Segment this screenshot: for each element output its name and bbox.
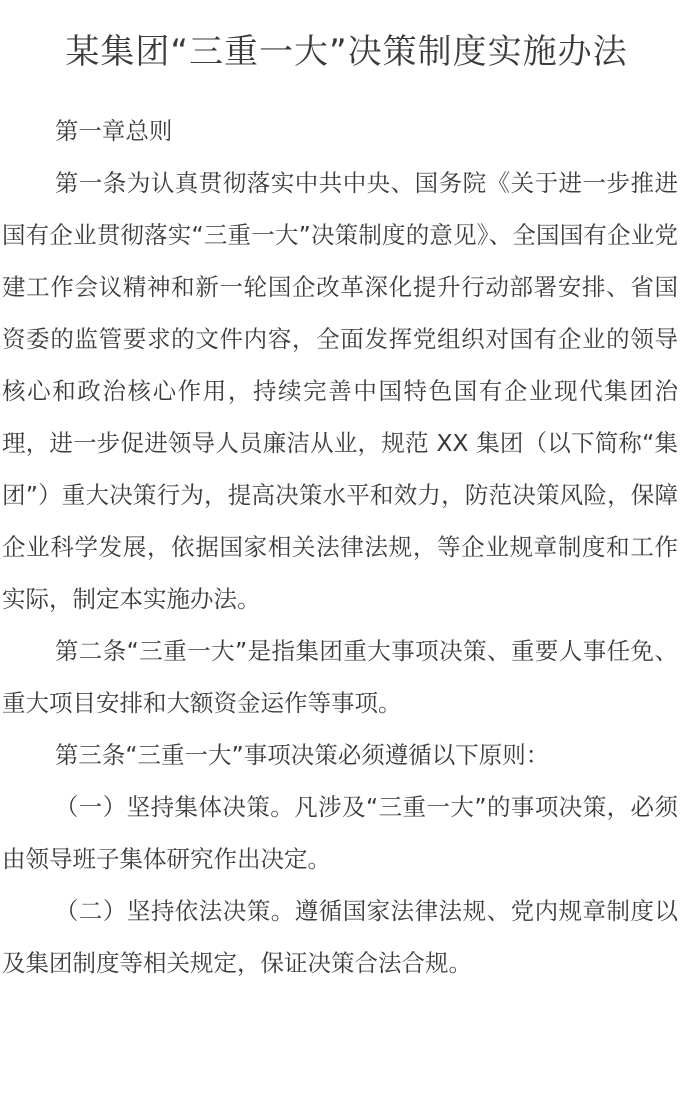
principle-1-paragraph: （一）坚持集体决策。凡涉及“三重一大”的事项决策，必须由领导班子集体研究作出决定。 <box>2 793 678 873</box>
principle-2-paragraph: （二）坚持依法决策。遵循国家法律法规、党内规章制度以及集团制度等相关规定，保证决策合法合规。 <box>2 897 678 977</box>
article-1-paragraph: 第一条为认真贯彻落实中共中央、国务院《关于进一步推进国有企业贯彻落实“三重一大”决策制度的意见》、全国国有企业党建工作会议精神和新一轮国企改革深化提升行动部署安排、省国资委的监管要求的文件内容，全面发挥党组织对国有企业的领导核心和政治核心作用，持续完善中国特色国有企业现代集团治理，进一步促进领导人员廉洁从业，规范 XX 集团（以下简称“集团”）重大决策行为，提高决策水平和效力，防范决策风险，保障企业科学发展，依据国家相关法律法规，等企业规章制度和工作实际，制定本实施办法。 <box>2 169 678 613</box>
chapter-heading: 第一章总则 <box>54 117 173 145</box>
article-3-paragraph: 第三条“三重一大”事项决策必须遵循以下原则： <box>54 741 550 769</box>
document-body <box>2 105 678 989</box>
article-2-paragraph: 第二条“三重一大”是指集团重大事项决策、重要人事任免、重大项目安排和大额资金运作等事项。 <box>2 637 678 717</box>
document-title: 某集团“三重一大”决策制度实施办法 <box>65 32 628 72</box>
